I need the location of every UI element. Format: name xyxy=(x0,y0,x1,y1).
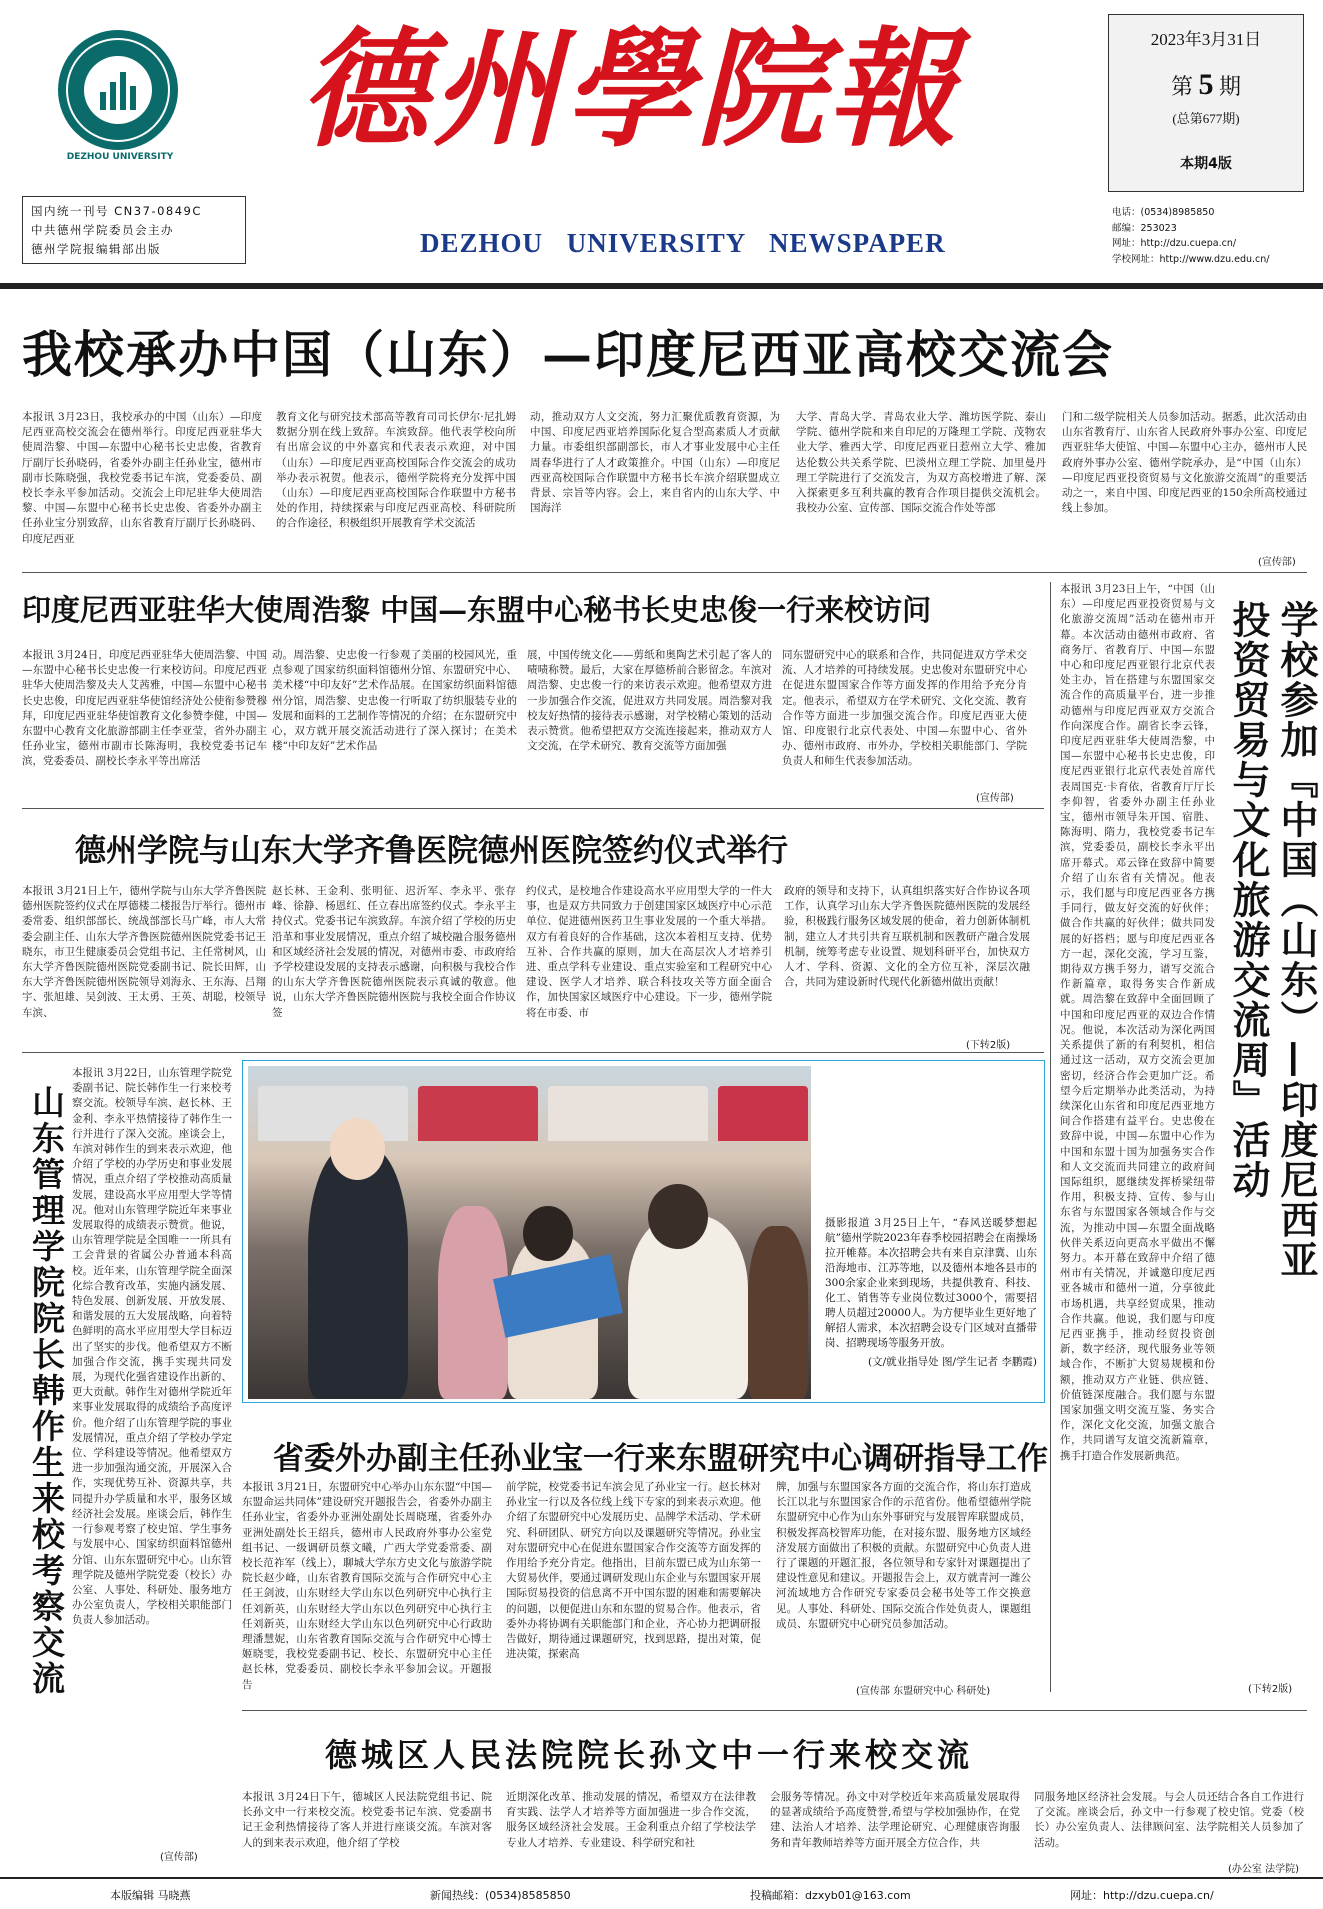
contact-school-site: 学校网址：http://www.dzu.edu.cn/ xyxy=(1112,253,1270,265)
contact-phone: 电话：(0534)8985850 xyxy=(1112,207,1215,218)
continued-note: (下转2版) xyxy=(1248,1684,1293,1695)
article-source: (办公室 法学院) xyxy=(1228,1864,1299,1875)
article-column: 本报讯 3月21日上午，德州学院与山东大学齐鲁医院德州医院签约仪式在厚德楼二楼报告厅举行。德州市委常委、组织部部长、统战部部长马广峰，市人大常委会副主任、山东大学齐鲁医院德州医院党委书记王晓东，市卫生健康委员会党组书记、主任常树风，山东大学齐鲁医院德州医院党委副书记、院长田辉，山东大学齐鲁医院德州医院领导刘海永、王东海、吕翔宇、张旭雄、吴剑波、王太勇、王英、胡聪，校领导车滨、 xyxy=(22,885,266,1019)
article-column: 本报讯 3月23日，我校承办的中国（山东）—印度尼西亚高校交流会在德州举行。印度尼西亚驻华大使周浩黎、中国—东盟中心秘书长史忠俊，省教育厅副厅长孙晓码，省委外办副主任孙业宝，德州市副市长陈晓强，我校党委书记车滨，党委委员、副校长李永平参加活动。交流会上印尼驻华大使周浩黎、中国—东盟中心秘书长史忠俊、省委外办副主任孙业宝分别致辞，山东省教育厅副厅长孙晓码、印度尼西亚 xyxy=(22,411,262,545)
footer-email: 投稿邮箱：dzxyb01@163.com xyxy=(750,1889,911,1902)
issue-number: 第 5 期 xyxy=(1170,68,1242,101)
headline-signing-ceremony: 德州学院与山东大学齐鲁医院德州医院签约仪式举行 xyxy=(75,833,788,869)
headline-trade-culture-week: 学校参加『中国（山东）—印度尼西亚投资贸易与文化旅游交流周』活动 xyxy=(1226,600,1319,1280)
article-source: (宣传部) xyxy=(160,1852,198,1863)
edition-count: 本期4版 xyxy=(1180,156,1232,172)
article-column: 赵长林、王金利、张明征、迟沂军、李永平、张存峰、徐静、杨恩红、任立春出席签约仪式。李永平主持仪式。党委书记车滨致辞。车滨介绍了学校的历史沿革和事业发展情况，重点介绍了城校融合服务德州和区域经济社会发展的情况，对德州市委、市政府给予学校建设发展的支持表示感谢，向积极与我校合作的山东大学齐鲁医院德州医院表示真诚的敬意。他说，山东大学齐鲁医院德州医院与我校全面合作协议签 xyxy=(272,885,516,1019)
article-column: 本报讯 3月22日，山东管理学院党委副书记、院长韩作生一行来校考察交流。校领导车滨、赵长林、王金利、李永平热情接待了韩作生一行并进行了深入交流。座谈会上，车滨对韩作生的到来表示欢迎，他介绍了学校的办学历史和事业发展情况，重点介绍了学校推动高质量发展，建设高水平应用型大学等情况。他对山东管理学院近年来事业发展取得的成绩表示赞赏。他说，山东管理学院是全国唯一一所具有工会背景的省属公办普通本科高校。近年来，山东管理学院全面深化综合教育改革，实施内涵发展、特色发展、创新发展、开放发展、和谐发展的五大发展战略，向着特色鲜明的高水平应用型大学目标迈出了坚实的步伐。他希望双方不断加强合作交流，携手实现共同发展，为现代化强省建设作出新的、更大贡献。韩作生对德州学院近年来事业发展取得的成绩给予高度评价。他介绍了山东管理学院的事业发展情况，重点介绍了学校办学定位、学科建设等情况。他希望双方进一步加强沟通交流，开展深入合作，实现优势互补、资源共享，共同提升办学质量和水平，服务区域经济社会发展。座谈会后，韩作生一行参观考察了校史馆、学生事务与发展中心、国家纺织面料馆德州分馆、山东东盟研究中心。山东管理学院及德州学院党委（校长）办公室、人事处、科研处、服务地方办公室负责人，学校相关职能部门负责人参加活动。 xyxy=(72,1067,232,1627)
publisher-line: 中共德州学院委员会主办 xyxy=(31,223,174,237)
article-column: 本报讯 3月21日，东盟研究中心举办山东东盟“中国—东盟命运共同体”建设研究开题报告会，省委外办副主任孙业宝，省委外办亚洲处副处长周晓瑾，省委外办亚洲处副处长王绍兵，德州市人民政府外事办公室党组书记、一级调研员蔡文曦，广西大学党委常委、副校长范祚军（线上），聊城大学东方史文化与旅游学院院长赵少峰，山东省教育国际交流与合作研究中心主任王剑波，山东财经大学山东以色列研究中心执行主任刘新英，山东财经大学山东以色列研究中心执行主任刘新英，山东财经大学山东以色列研究中心行政助理潘慧妮，山东省教育国际交流与合作研究中心博士姬晓雯，我校党委副书记、校长、东盟研究中心主任赵长林，党委委员、副校长李永平参加会议。开题报告 xyxy=(242,1481,492,1691)
article-column: 动，推动双方人文交流，努力汇聚优质教育资源，为中国、印度尼西亚培养国际化复合型高素质人才贡献力量。市委组织部副部长，市人才事业发展中心主任周春华进行了人才政策推介。中国（山东）—印度尼西亚高校国际合作联盟中方秘书长车滨介绍联盟成立背景、宗旨等内容。会上，来自省内的山东大学、中国海洋 xyxy=(530,411,780,515)
headline-shandong-management: 山东管理学院院长韩作生来校考察交流 xyxy=(27,1085,66,1697)
page-footer xyxy=(0,1877,1323,1909)
footer-hotline: 新闻热线：(0534)8585850 xyxy=(430,1889,571,1902)
article-column: 政府的领导和支持下，认真组织落实好合作协议各项工作，认真学习山东大学齐鲁医院德州医院的发展经验，积极践行服务区域发展的使命，着力创新体制机制，建立人才共引共育互联机制和医教研产融合发展机制，统筹考虑专业设置、规划科研平台，加快双方人才、学科、资源、文化的全方位互补，深层次融合，共同为建设新时代现代化新德州做出贡献！ xyxy=(784,885,1030,989)
photo-credit: (文/就业指导处 图/学生记者 李鹏霞) xyxy=(868,1356,1037,1368)
article-source: (宣传部) xyxy=(976,793,1014,804)
job-fair-photo xyxy=(248,1066,811,1399)
article-source: (宣传部) xyxy=(1258,557,1296,568)
headline-ambassador-visit: 印度尼西亚驻华大使周浩黎 中国—东盟中心秘书长史忠俊一行来校访问 xyxy=(22,593,932,627)
editor-line: 德州学院报编辑部出版 xyxy=(31,242,161,256)
job-fair-photo-frame xyxy=(242,1060,1045,1403)
masthead-divider xyxy=(0,283,1323,289)
headline-exchange-conference: 我校承办中国（山东）—印度尼西亚高校交流会 xyxy=(22,325,1114,384)
total-issue: (总第677期) xyxy=(1172,111,1240,126)
issn-box xyxy=(22,196,246,264)
logo-text: DEZHOU UNIVERSITY xyxy=(66,152,174,162)
footer-url: 网址：http://dzu.cuepa.cn/ xyxy=(1070,1889,1214,1902)
column-divider xyxy=(1050,582,1051,1692)
article-column: 会服务等情况。孙文中对学校近年来高质量发展取得的显著成绩给予高度赞誉,希望与学校加强协作，在党建、法治人才培养、法学理论研究、心理健康咨询服务和青年教师培养等方面开展全方位合作，共 xyxy=(770,1791,1020,1849)
newspaper-title-english: DEZHOU UNIVERSITY NEWSPAPER xyxy=(420,228,946,258)
continued-note: (下转2版) xyxy=(966,1040,1011,1051)
section-divider xyxy=(22,572,1307,573)
article-column: 门和二级学院相关人员参加活动。据悉，此次活动由山东省教育厅、山东省人民政府外事办公室、印度尼西亚驻华大使馆、中国—东盟中心主办，德州市人民政府外事办公室、德州学院承办，是“中国（山东）—印度尼西亚投资贸易与文化旅游交流周”的重要活动之一，来自中国、印度尼西亚的150余所高校通过线上参加。 xyxy=(1062,411,1307,515)
headline-court-president: 德城区人民法院院长孙文中一行来校交流 xyxy=(325,1736,974,1774)
section-divider xyxy=(22,808,1044,809)
article-column: 本报讯 3月23日上午，“中国（山东）—印度尼西亚投资贸易与文化旅游交流周”活动在德州市开幕。本次活动由德州市政府、省商务厅、省教育厅、中国—东盟中心和印度尼西亚银行北京代表处主办，旨在搭建与东盟国家交流合作的高质量平台，进一步推动德州与印度尼西亚双方交流合作向深度合作。副省长李云锋，印度尼西亚驻华大使周浩黎，中国—东盟中心秘书长史忠俊，印度尼西亚银行北京代表处首席代表周国克·卡育依，省教育厅厅长李仰智，省委外办副主任孙业宝，德州市领导朱开国、宿胜、陈海明、隋力，我校党委书记车滨，党委委员，副校长李永平出席开幕式。邓云锋在致辞中简要介绍了山东省有关情况。他表示，我们愿与印度尼西亚各方携手同行，做友好交流的好伙伴；做合作共赢的好伙伴；做共同发展的好搭档；愿与印度尼西亚各方一起，深化交流，学习互鉴，期待双方携手努力，谱写交流合作新篇章，取得务实合作新成就。周浩黎在致辞中全面回顾了中国和印度尼西亚的双边合作情况。他说，本次活动为深化两国关系提供了新的有利契机，相信通过这一活动，双方交流会更加密切，经济合作会更加广泛。希望今后定期举办此类活动，为持续深化山东省和印度尼西亚地方间合作搭建有益平台。史忠俊在致辞中说，中国—东盟中心作为中国和东盟十国为加强务实合作和人文交流而共同建立的政府间国际组织，愿继续发挥桥梁纽带作用，积极支持、宣传、参与山东省与东盟国家各领域合作与交流，为推动中国—东盟全面战略伙伴关系迈向更高水平做出不懈努力。本开幕在致辞中介绍了德州市有关情况，并诚邀印度尼西亚各城市和德州一道，分享彼此市场机遇，共享经贸成果，推动合作共赢。他说，我们愿与印度尼西亚携手，推动经贸投资创新，数字经济，现代服务业等领域合作，不断扩大贸易规模和份额，推动双方产业链、供应链、价值链深度融合。我们愿与东盟国家加强文明交流互鉴、务实合作，深化文化交流，加强文旅合作，共同谱写友谊交流新篇章，携手打造合作发展新典范。 xyxy=(1060,583,1215,1462)
article-column: 展，中国传统文化——剪纸和奥陶艺术引起了客人的啧啧称赞。最后，大家在厚德桥前合影留念。车滨对周浩黎、史忠俊一行的来访表示欢迎。他希望双方进一步加强合作交流，促进双方共同发展。周浩黎对我校友好热情的接待表示感谢，对学校精心策划的活动表示赞赏。他希望把双方交流连接起来，推动双方人文交流，在学术研究、教育交流等方面加强 xyxy=(527,649,772,753)
article-source: (宣传部 东盟研究中心 科研处) xyxy=(856,1686,991,1697)
article-column: 本报讯 3月24日，印度尼西亚驻华大使周浩黎、中国—东盟中心秘书长史忠俊一行来校访问。印度尼西亚驻华大使周浩黎及夫人艾茜雅，中国—东盟中心秘书长史忠俊，印度尼西亚驻华使馆经济处公使衔参赞穆拜，印度尼西亚驻华使馆教育文化参赞李健，中国—东盟中心教育文化旅游部副主任李亚莹，省外办副主任孙业宝，德州市副市长陈海明，我校党委书记车滨，党委委员、副校长李永平等出席活 xyxy=(22,649,267,768)
article-column: 约仪式，是校地合作建设高水平应用型大学的一件大事，也是双方共同致力于创建国家区域医疗中心示范单位、促进德州医药卫生事业发展的一个重大举措。双方有着良好的合作基础，这次本着相互支持、优势互补、合作共赢的原则，加大在高层次人才培养引进、重点学科专业建设、重点实验室和工程研究中心建设、医学人才培养、联合科技攻关等方面全面合作，加快国家区域医疗中心建设。下一步，德州学院将在市委、市 xyxy=(526,885,772,1019)
article-column: 同东盟研究中心的联系和合作，共同促进双方学术交流、人才培养的可持续发展。史忠俊对东盟研究中心在促进东盟国家合作等方面发挥的作用给予充分肯定。他表示，希望双方在学术研究、文化交流、教育合作等方面进一步加强交流合作。印度尼西亚大使馆、印度银行北京代表处、中国—东盟中心、省外办、德州市政府、市外办，学校相关职能部门、学院负责人和师生代表参加活动。 xyxy=(782,649,1027,768)
photo-caption: 摄影报道 3月25日上午，“春风送暖梦想起航”德州学院2023年春季校园招聘会在南操场拉开帷幕。本次招聘会共有来自京津冀、山东沿海地市、江苏等地，以及德州本地各县市的300余家企业来到现场，共提供教育、科技、化工、销售等专业岗位数过3000个，需要招聘人员超过20000人。为方便毕业生更好地了解招人需求，本次招聘会设专门区域对直播带岗、招聘现场等服务开放。 (文/就业指导处 图/学生记者 李鹏霞) xyxy=(825,1217,1037,1368)
article-column: 同服务地区经济社会发展。与会人员还结合各自工作进行了交流。座谈会后，孙文中一行参观了校史馆。党委（校长）办公室负责人、法律顾问室、法学院相关人员参加了活动。 xyxy=(1034,1791,1304,1849)
contact-info xyxy=(1112,205,1269,267)
article-column: 本报讯 3月24日下午，德城区人民法院党组书记、院长孙文中一行来校交流。校党委书记车滨、党委副书记王金利热情接待了客人并进行座谈交流。车滨对客人的到来表示欢迎，他介绍了学校 xyxy=(242,1791,492,1849)
article-column: 近期深化改革、推动发展的情况，希望双方在法律教育实践、法学人才培养等方面加强进一步合作交流，服务区域经济社会发展。王金利重点介绍了学校法学专业人才培养、专业建设、科学研究和社 xyxy=(506,1791,756,1849)
newspaper-title: 德州學院報 xyxy=(300,15,961,165)
section-divider xyxy=(22,1052,1044,1053)
contact-site: 网址：http://dzu.cuepa.cn/ xyxy=(1112,238,1237,249)
footer-editor: 本版编辑 马晓燕 xyxy=(110,1889,191,1902)
article-column: 动。周浩黎、史忠俊一行参观了美丽的校园风光，重点参观了国家纺织面料馆德州分馆、东盟研究中心、美术楼“中印友好”艺术作品展。在国家纺织面料馆德州分馆，周浩黎、史忠俊一行听取了纺织服装专业的发展和面料的工艺制作等情况的介绍；在东盟研究中心，双方就开展交流活动进行了深入探讨；在美术楼“中印友好”艺术作品 xyxy=(272,649,517,753)
contact-postcode: 邮编：253023 xyxy=(1112,222,1177,234)
section-divider xyxy=(242,1710,1307,1711)
article-column: 牌，加强与东盟国家各方面的交流合作，将山东打造成长江以北与东盟国家合作的示范省份。他希望德州学院东盟研究中心作为山东外事研究与发展智库联盟成员，积极发挥高校智库功能，在对接东盟、服务地方区域经济发展方面做出了积极的贡献。东盟研究中心负责人进行了课题的开题汇报，各位领导和专家针对课题提出了建设性意见和建议。开题报告会上，双方就青河一潍公河流域地方合作研究专家委员会秘书处等工作交换意见。人事处、科研处、国际交流合作处负责人，课题组成员、东盟研究中心研究员参加活动。 xyxy=(776,1481,1031,1630)
article-column: 前学院，校党委书记车滨会见了孙业宝一行。赵长林对孙业宝一行以及各位线上线下专家的到来表示欢迎。他介绍了东盟研究中心发展历史、品牌学术活动、学术研究、科研团队、研究方向以及课题研究等情况。孙业宝对东盟研究中心在促进东盟国家合作交流等方面发挥的作用给予充分肯定。他指出，目前东盟已成为山东第一大贸易伙伴，要通过调研发现山东企业与东盟国家开展国际贸易投资的信息离不开中国东盟的困难和需要解决的问题，以便促进山东和东盟的贸易合作。他表示，省委外办将协调有关职能部门和企业，齐心协力把调研报告做好，期待通过课题研究，找到思路，提出对策，促进决策，探索高 xyxy=(506,1481,761,1661)
article-column: 大学、青岛大学、青岛农业大学、潍坊医学院、泰山学院、德州学院和来自印尼的万隆理工学院、茂物农业大学、雅西大学、印度尼西亚日惹州立大学、雅加达伦数公共关系学院、巴淡州立理工学院、加里曼丹理工学院进行了交流发言，为双方高校增进了解、深入探索更多互利共赢的教育合作项目提供交流机会。我校办公室、宣传部、国际交流合作处等部 xyxy=(796,411,1046,515)
issue-date: 2023年3月31日 xyxy=(1150,30,1262,49)
issue-info-box xyxy=(1108,14,1304,192)
article-column: 教育文化与研究技术部高等教育司司长伊尔·尼扎姆数据分别在线上致辞。车滨致辞。他代表学校向所有出席会议的中外嘉宾和代表表示欢迎，对中国（山东）—印度尼西亚高校国际合作交流会的成功举办表示祝贺。他表示，德州学院将充分发挥中国（山东）—印度尼西亚高校国际合作联盟中方秘书处的作用，持续探索与印度尼西亚高校、科研院所的合作途径，积极组织开展教育学术交流活 xyxy=(276,411,516,530)
university-logo xyxy=(58,30,178,150)
headline-asean-research: 省委外办副主任孙业宝一行来东盟研究中心调研指导工作 xyxy=(273,1441,1048,1477)
issn-line: 国内统一刊号 CN37-0849C xyxy=(31,204,202,218)
